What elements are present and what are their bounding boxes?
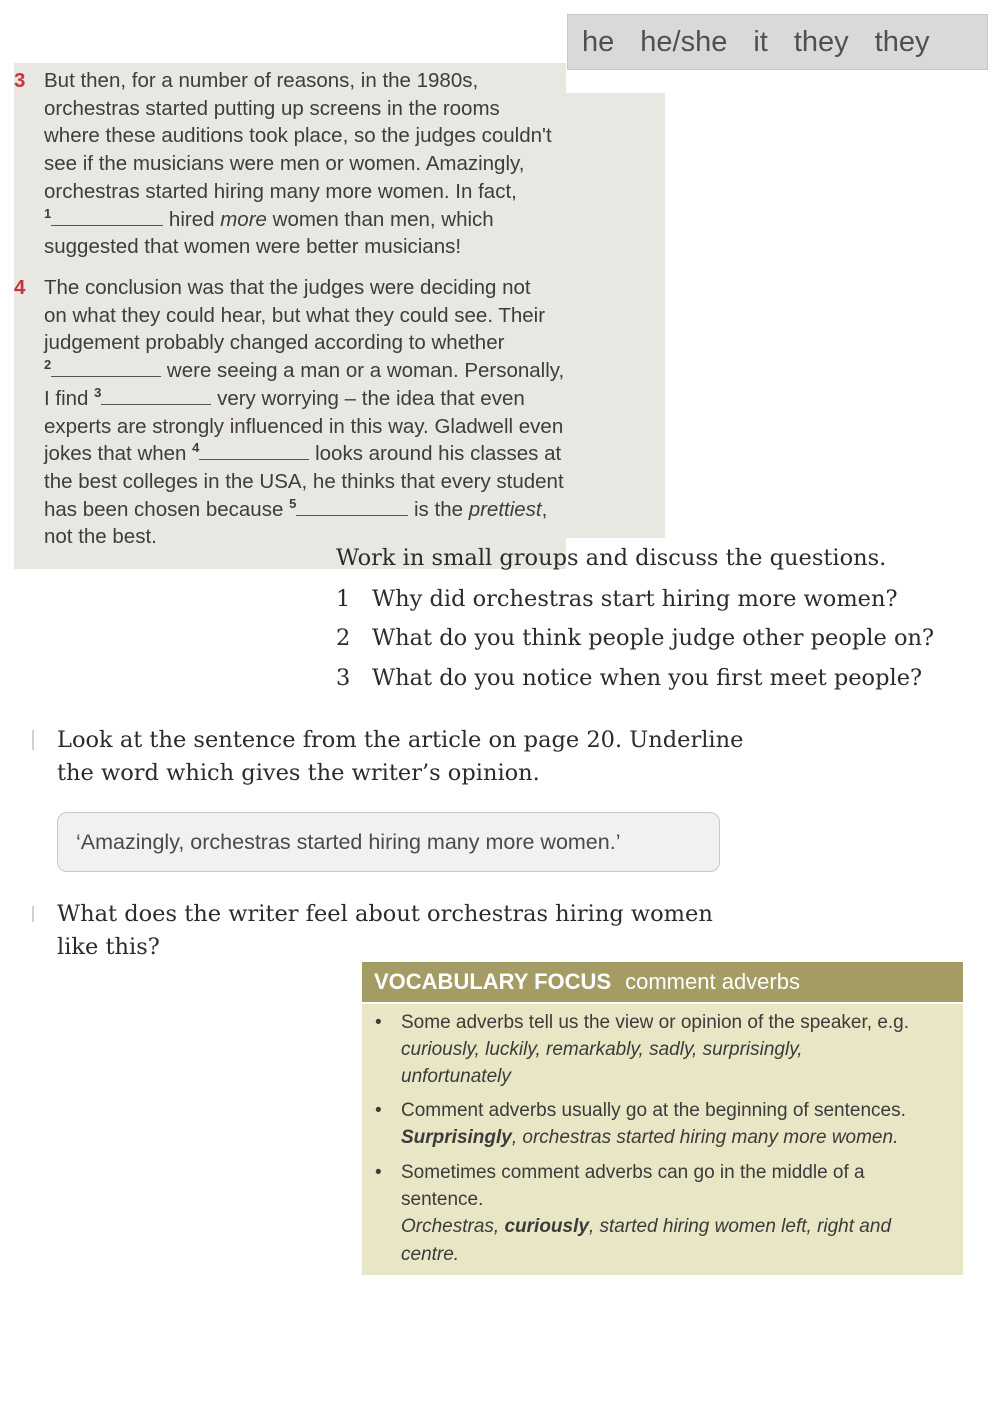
blank-gap-3[interactable] — [101, 386, 211, 405]
vocab-focus-header — [362, 962, 963, 1002]
discussion-title: Work in small groups and discuss the questions. — [336, 545, 887, 571]
text-line — [44, 496, 564, 524]
text-fragment: I find — [44, 386, 95, 410]
text-line: the best colleges in the USA, he thinks that every student — [44, 469, 564, 493]
underline-task — [57, 724, 757, 790]
task-line: the word which gives the writer’s opinion. — [57, 760, 540, 786]
blank-gap-2[interactable] — [51, 358, 161, 377]
text-line: where these auditions took place, so the judges couldn't — [44, 124, 552, 148]
vocab-line: sentence. — [401, 1189, 484, 1211]
text-line: experts are strongly influenced in this way. Gladwell even — [44, 414, 564, 438]
vocab-example: unfortunately — [401, 1066, 511, 1088]
word-bank-item[interactable]: it — [753, 25, 768, 58]
text-line: suggested that women were better musicians! — [44, 235, 462, 259]
vocab-item — [375, 1009, 956, 1091]
bullet-icon: • — [375, 1012, 382, 1033]
vocab-example: curiously, luckily, remarkably, sadly, surprisingly, — [401, 1039, 803, 1061]
gap-number: 2 — [44, 357, 52, 373]
gap-number: 5 — [289, 495, 297, 511]
text-fragment: jokes that when — [44, 442, 193, 466]
question-text: Why did orchestras start hiring more women? — [372, 586, 898, 612]
margin-bar — [32, 906, 34, 922]
word-bank-item[interactable]: they — [874, 25, 930, 58]
paragraph-3 — [14, 67, 552, 261]
text-line: orchestras started putting up screens in the rooms — [44, 96, 500, 120]
reading-panel-extension — [566, 93, 665, 538]
task-line: like this? — [57, 934, 160, 960]
blank-gap-4[interactable] — [199, 441, 309, 460]
reading-panel — [14, 63, 566, 569]
paragraph-4 — [14, 274, 565, 551]
task-line: Look at the sentence from the article on page 20. Underline — [57, 727, 744, 753]
blank-gap-1[interactable] — [51, 207, 163, 226]
vocab-subheading: comment adverbs — [625, 969, 800, 994]
text-line — [44, 206, 552, 234]
text-line — [44, 357, 564, 385]
text-line: not the best. — [44, 525, 157, 549]
bullet-icon: • — [375, 1100, 382, 1121]
vocab-example — [401, 1213, 956, 1240]
vocab-item — [375, 1159, 956, 1268]
text-line: judgement probably changed according to whether — [44, 331, 505, 355]
text-line: But then, for a number of reasons, in the 1980s, — [44, 69, 479, 92]
question-item — [336, 665, 922, 691]
paragraph-number: 3 — [14, 69, 26, 92]
question-number: 2 — [336, 625, 351, 651]
quote-text[interactable]: ‘Amazingly, orchestras started hiring many more women.’ — [76, 829, 621, 854]
vocab-example: centre. — [401, 1243, 460, 1265]
text-line — [44, 385, 564, 413]
gap-number: 1 — [44, 205, 52, 221]
text-fragment: very worrying – the idea that even — [211, 386, 525, 410]
text-fragment: looks around his classes at — [309, 442, 562, 466]
emphasis-text: more — [220, 207, 267, 231]
text-line: see if the musicians were men or women. Amazingly, — [44, 152, 525, 176]
vocab-heading: VOCABULARY FOCUS — [374, 969, 612, 994]
vocab-example — [401, 1124, 956, 1151]
vocab-focus-body — [362, 1004, 963, 1275]
vocab-line: Sometimes comment adverbs can go in the middle of a — [401, 1162, 865, 1183]
word-bank-item[interactable]: they — [793, 25, 849, 58]
text-fragment: Orchestras, — [401, 1216, 505, 1238]
text-fragment: , — [541, 497, 548, 521]
word-bank-item[interactable]: he/she — [640, 25, 728, 58]
vocab-item — [375, 1097, 956, 1151]
text-line: The conclusion was that the judges were deciding not — [44, 276, 531, 299]
text-line — [44, 440, 564, 468]
question-number: 1 — [336, 586, 351, 612]
question-number: 3 — [336, 665, 351, 691]
margin-bar — [32, 730, 34, 750]
question-text: What do you think people judge other people on? — [372, 625, 935, 651]
text-fragment: has been chosen because — [44, 497, 290, 521]
text-line: orchestras started hiring many more women. In fact, — [44, 179, 517, 203]
emphasis-text: prettiest — [468, 497, 542, 521]
bold-adverb: Surprisingly — [401, 1127, 512, 1149]
word-bank-item[interactable]: he — [582, 25, 615, 58]
word-bank — [567, 14, 988, 70]
bullet-icon: • — [375, 1162, 382, 1183]
text-fragment: hired — [163, 207, 221, 231]
gap-number: 4 — [192, 440, 200, 456]
text-fragment: is the — [408, 497, 469, 521]
question-item — [336, 625, 934, 651]
gap-number: 3 — [94, 384, 102, 400]
paragraph-number: 4 — [14, 276, 26, 299]
text-fragment: , started hiring women left, right and — [588, 1216, 892, 1238]
question-item — [336, 586, 898, 612]
opinion-question — [57, 898, 757, 964]
question-text: What do you notice when you first meet people? — [372, 665, 923, 691]
quote-box — [57, 812, 720, 872]
text-fragment: were seeing a man or a woman. Personally, — [161, 359, 565, 383]
text-fragment: women than men, which — [266, 207, 494, 231]
task-line: What does the writer feel about orchestras hiring women — [57, 901, 713, 927]
vocab-line: Some adverbs tell us the view or opinion of the speaker, e.g. — [401, 1012, 910, 1033]
vocab-line: Comment adverbs usually go at the beginning of sentences. — [401, 1100, 906, 1121]
bold-adverb: curiously — [504, 1216, 589, 1238]
blank-gap-5[interactable] — [296, 497, 408, 516]
text-line: on what they could hear, but what they could see. Their — [44, 303, 546, 327]
text-fragment: , orchestras started hiring many more women. — [511, 1127, 899, 1149]
